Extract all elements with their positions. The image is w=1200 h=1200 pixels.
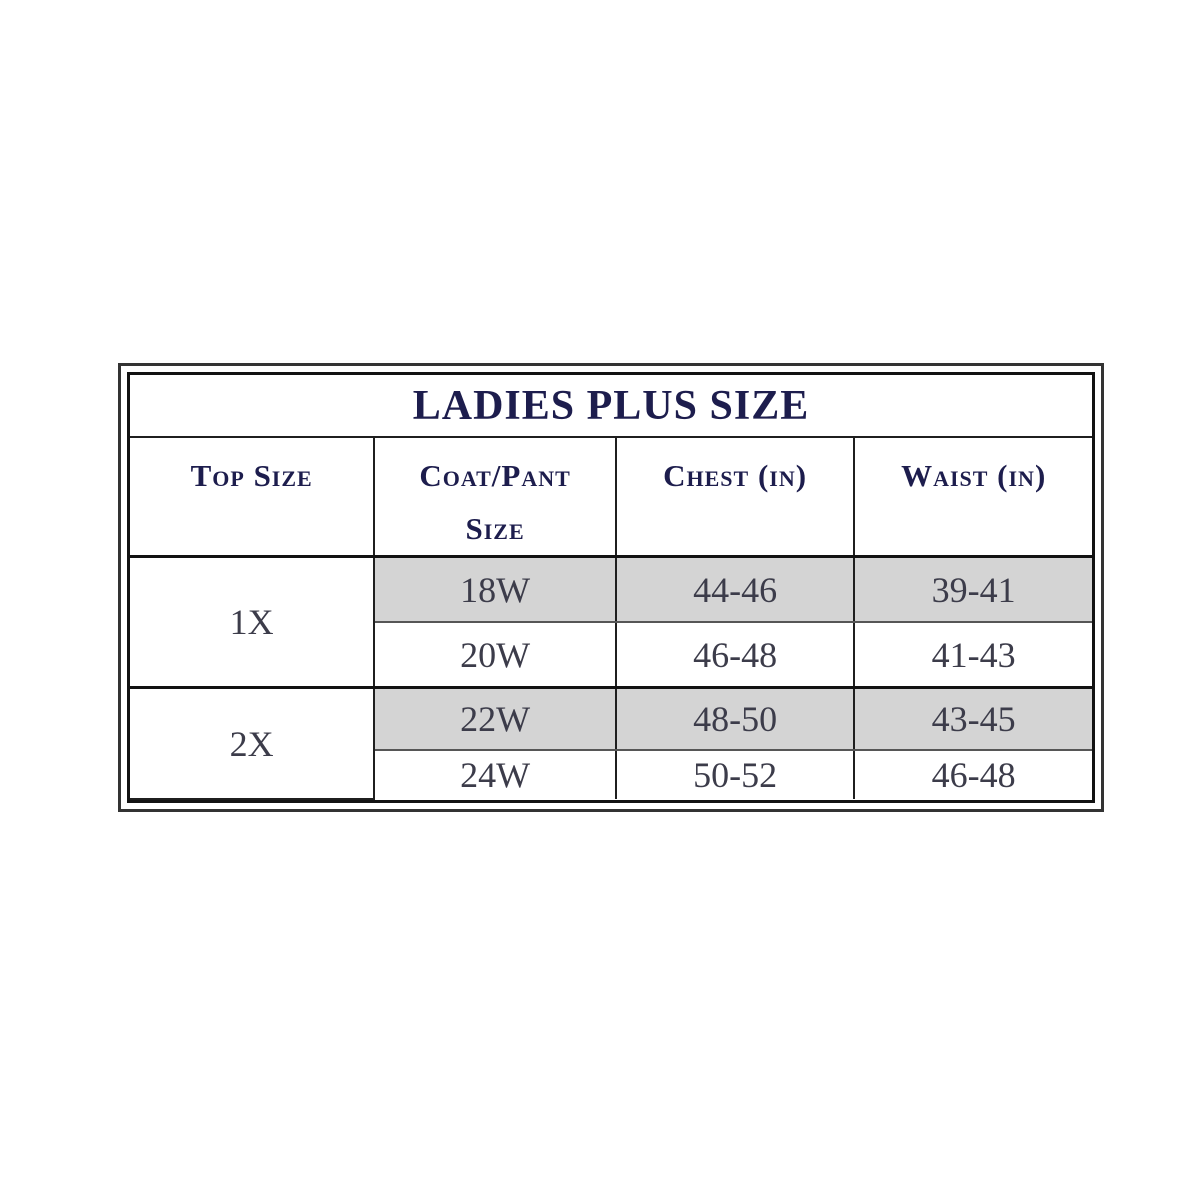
cell-waist-18w: 39-41: [854, 557, 1092, 622]
cell-chest-22w: 48-50: [616, 688, 855, 750]
cell-chest-18w: 44-46: [616, 557, 855, 622]
column-header-coat-pant-size: Coat/Pant Size: [374, 437, 615, 557]
column-header-waist-in: Waist (in): [854, 437, 1092, 557]
cell-top-size-2x: 2X: [130, 688, 374, 799]
cell-top-size-1x: 1X: [130, 557, 374, 688]
cell-waist-24w: 46-48: [854, 750, 1092, 799]
cell-coat-pant-20w: 20W: [374, 622, 615, 688]
table-row-22w: [130, 688, 1092, 750]
cell-waist-22w: 43-45: [854, 688, 1092, 750]
ladies-plus-size-table: [130, 375, 1092, 800]
column-header-top-size: Top Size: [130, 437, 374, 557]
cell-coat-pant-24w: 24W: [374, 750, 615, 799]
size-chart-inner-frame: [127, 372, 1095, 803]
cell-coat-pant-18w: 18W: [374, 557, 615, 622]
table-header-row: [130, 437, 1092, 557]
cell-chest-24w: 50-52: [616, 750, 855, 799]
cell-coat-pant-22w: 22W: [374, 688, 615, 750]
table-row-18w: [130, 557, 1092, 622]
table-title: LADIES PLUS SIZE: [130, 375, 1092, 437]
size-chart-frame: [118, 363, 1104, 812]
cell-chest-20w: 46-48: [616, 622, 855, 688]
table-title-row: [130, 375, 1092, 437]
column-header-chest-in: Chest (in): [616, 437, 855, 557]
cell-waist-20w: 41-43: [854, 622, 1092, 688]
